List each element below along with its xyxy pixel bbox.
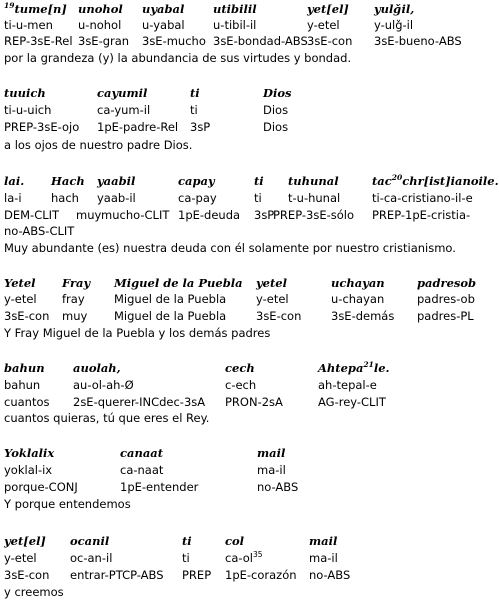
ortho-word: Yoklalix	[4, 446, 55, 460]
gloss-word: 3sE-demás	[331, 309, 395, 323]
ortho-word: capay	[178, 174, 215, 188]
ortho-word: lai.	[4, 174, 25, 188]
gloss-word: 3sE-mucho	[142, 34, 206, 48]
morph-word: u-nohol	[78, 18, 122, 32]
morph-word: $ca-ol^{35}$	[225, 550, 263, 565]
gloss-word: 1pE-entender	[120, 480, 199, 494]
gloss-word: 1pE-deuda	[178, 208, 241, 222]
morph-word: u-yabal	[142, 18, 185, 32]
gloss-word: mucho-CLIT	[101, 208, 170, 222]
ortho-word: Fray	[62, 276, 91, 290]
ortho-word: tuuich	[4, 86, 46, 100]
gloss-word: PREP	[182, 568, 212, 582]
gloss-word: 3sE-bondad-ABS	[213, 34, 308, 48]
morph-word: hach	[51, 191, 79, 205]
ortho-word: mail	[309, 534, 338, 548]
gloss-word: 3sE-gran	[78, 34, 130, 48]
ortho-word: cayumil	[97, 86, 148, 100]
gloss-word: 1pE-padre-Rel	[97, 120, 179, 134]
morph-word: yaab-il	[97, 191, 136, 205]
gloss-word: porque-CONJ	[4, 480, 78, 494]
gloss-word: cuantos	[4, 395, 50, 409]
gloss-word: Miguel de la Puebla	[114, 309, 227, 323]
morph-word: c-ech	[225, 378, 257, 392]
gloss-word: 3sP	[254, 208, 275, 222]
gloss-word: no-ABS-CLIT	[4, 224, 75, 238]
morph-word: ca-pay	[178, 191, 217, 205]
morph-word: u-chayan	[331, 292, 385, 306]
gloss-word: no-ABS	[309, 568, 351, 582]
morph-word: y-etel	[307, 18, 340, 32]
free-translation: cuantos quieras, tú que eres el Rey.	[4, 411, 210, 425]
ortho-word: yet[el]	[4, 534, 46, 548]
free-translation: a los ojos de nuestro padre Dios.	[4, 138, 193, 152]
ortho-word: yet[el]	[307, 2, 349, 16]
gloss-word: PREP-1pE-cristia-	[372, 208, 471, 222]
ortho-word: canaat	[120, 446, 164, 460]
gloss-word: 3sP	[190, 120, 211, 134]
ortho-word: unohol	[78, 2, 123, 16]
ortho-word: mail	[257, 446, 286, 460]
gloss-word: 2sE-querer-INCdec-3sA	[73, 395, 206, 409]
gloss-word: muy	[76, 208, 102, 222]
morph-word: ah-tepal-e	[318, 378, 377, 392]
ortho-word: uchayan	[331, 276, 385, 290]
free-translation: por la grandeza (y) la abundancia de sus virtudes y bondad.	[4, 51, 352, 65]
ortho-word: auolah,	[73, 361, 121, 375]
ortho-word: Hach	[51, 174, 85, 188]
gloss-word: REP-3sE-Rel	[4, 34, 73, 48]
morph-word: la-i	[4, 191, 22, 205]
ortho-word: Yetel	[4, 276, 36, 290]
footnote-marker: 21	[363, 360, 374, 369]
morph-word: y-etel	[256, 292, 289, 306]
gloss-word: PREP-3sE-sólo	[273, 208, 355, 222]
ortho-word: ti	[182, 534, 192, 548]
ortho-word: ti	[190, 86, 200, 100]
morph-word: oc-an-il	[70, 551, 113, 565]
morph-word: ma-il	[257, 463, 286, 477]
gloss-word: DEM-CLIT	[4, 208, 60, 222]
gloss-word: padres-PL	[417, 309, 474, 323]
morph-word: ti-ca-cristiano-il-e	[372, 191, 473, 205]
gloss-word: 3sE-con	[4, 309, 50, 323]
footnote-marker: 20	[391, 173, 403, 182]
gloss-word: PRON-2sA	[225, 395, 283, 409]
morph-word: fray	[62, 292, 85, 306]
ortho-word: Miguel de la Puebla	[114, 276, 243, 290]
morph-word: ti	[190, 103, 198, 117]
free-translation: Y porque entendemos	[4, 497, 131, 511]
morph-word: ma-il	[309, 551, 338, 565]
gloss-word: Dios	[263, 120, 289, 134]
morph-word: y-etel	[4, 551, 37, 565]
ortho-word: tac$^{20}$chr[ist]ianoile.	[372, 173, 499, 188]
morph-word: Miguel de la Puebla	[114, 292, 227, 306]
free-translation: y creemos	[4, 585, 64, 599]
ortho-word: ti	[254, 174, 264, 188]
morph-word: y-ulǧ-il	[374, 18, 414, 32]
gloss-word: 3sE-con	[256, 309, 302, 323]
ortho-word: bahun	[4, 361, 45, 375]
gloss-word: 1pE-corazón	[225, 568, 297, 582]
gloss-word: no-ABS	[257, 480, 299, 494]
ortho-word: tuhunal	[288, 174, 339, 188]
ortho-word: Ahtepa$^{21}$le.	[318, 360, 390, 375]
morph-word: bahun	[4, 378, 41, 392]
gloss-word: entrar-PTCP-ABS	[70, 568, 164, 582]
ortho-word: utibilil	[213, 2, 257, 16]
ortho-word: uyabal	[142, 2, 185, 16]
morph-word: ti	[182, 551, 190, 565]
morph-word: ti	[254, 191, 262, 205]
gloss-word: 3sE-con	[307, 34, 353, 48]
footnote-marker: 19	[4, 1, 15, 10]
ortho-word: yaabil	[97, 174, 136, 188]
ortho-word: padresob	[417, 276, 477, 290]
morph-word: Dios	[263, 103, 289, 117]
gloss-word: PREP-3sE-ojo	[4, 120, 80, 134]
ortho-word: yulǧil,	[374, 2, 415, 16]
ortho-word: cech	[225, 361, 255, 375]
morph-word: yoklal-ix	[4, 463, 53, 477]
morph-word: u-tibil-il	[213, 18, 257, 32]
ortho-word: ocanil	[70, 534, 110, 548]
ortho-word: yetel	[256, 276, 287, 290]
morph-word: t-u-hunal	[288, 191, 341, 205]
ortho-word: $^{19}$tume[n]	[4, 1, 67, 16]
gloss-word: muy	[62, 309, 88, 323]
footnote-marker: 35	[252, 550, 263, 559]
free-translation: Muy abundante (es) nuestra deuda con él solamente por nuestro cristianismo.	[4, 241, 456, 255]
morph-word: ti-u-men	[4, 18, 53, 32]
ortho-word: Dios	[263, 86, 292, 100]
morph-word: y-etel	[4, 292, 37, 306]
morph-word: ti-u-uich	[4, 103, 52, 117]
morph-word: ca-yum-il	[97, 103, 151, 117]
morph-word: ca-naat	[120, 463, 164, 477]
morph-word: au-ol-ah-Ø	[73, 378, 134, 392]
gloss-word: AG-rey-CLIT	[318, 395, 386, 409]
ortho-word: col	[225, 534, 245, 548]
gloss-word: 3sE-con	[4, 568, 50, 582]
free-translation: Y Fray Miguel de la Puebla y los demás padres	[4, 326, 271, 340]
morph-word: padres-ob	[417, 292, 475, 306]
gloss-word: 3sE-bueno-ABS	[374, 34, 462, 48]
